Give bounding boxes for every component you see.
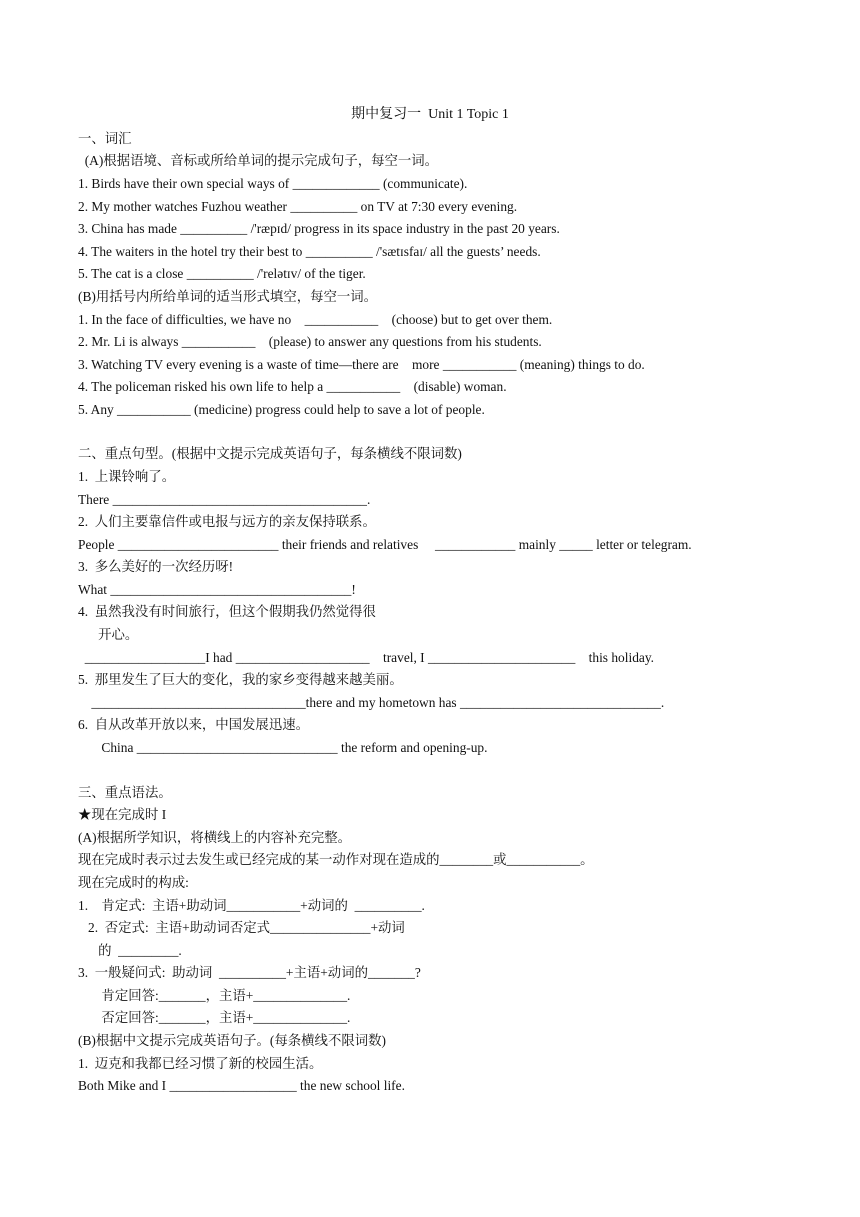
vocab-b-item-2: 2. Mr. Li is always ___________ (please) to answer any questions from his students. [78,334,542,349]
sentence-answer-5: ________________________________there and my hometown has ______________________________. [78,695,665,710]
grammar-yes-answer: 肯定回答:_______，主语+______________. [78,988,351,1003]
grammar-definition: 现在完成时表示过去发生或已经完成的某一动作对现在造成的________或___________。 [78,852,594,867]
vocab-b-item-4: 4. The policeman risked his own life to help a ___________ (disable) woman. [78,379,507,394]
sentence-answer-6: China ______________________________ the reform and opening-up. [78,740,488,755]
grammar-structure-heading: 现在完成时的构成: [78,875,189,890]
sentence-prompt-4-cont: 开心。 [78,627,139,642]
page-title: 期中复习一 Unit 1 Topic 1 [351,107,509,122]
vocab-a-item-2: 2. My mother watches Fuzhou weather __________ on TV at 7:30 every evening. [78,199,518,214]
grammar-b-prompt-1: 1. 迈克和我都已经习惯了新的校园生活。 [78,1056,323,1071]
grammar-b-instruction: (B)根据中文提示完成英语句子。(每条横线不限词数) [78,1033,386,1048]
grammar-b-answer-1: Both Mike and I ___________________ the new school life. [78,1078,405,1093]
vocab-b-item-1: 1. In the face of difficulties, we have no ___________ (choose) but to get over them. [78,312,553,327]
grammar-affirmative: 1. 肯定式: 主语+助动词___________+动词的 __________. [78,898,425,913]
section-1b-instruction: (B)用括号内所给单词的适当形式填空，每空一词。 [78,289,378,304]
sentence-answer-3: What ____________________________________! [78,582,356,597]
sentence-prompt-6: 6. 自从改革开放以来，中国发展迅速。 [78,717,309,732]
vocab-b-item-3: 3. Watching TV every evening is a waste of time—there are more ___________ (meaning) things to do. [78,357,645,372]
vocab-a-item-5: 5. The cat is a close __________ /'relətɪv/ of the tiger. [78,266,366,281]
grammar-no-answer: 否定回答:_______，主语+______________. [78,1010,351,1025]
sentence-prompt-4: 4. 虽然我没有时间旅行，但这个假期我仍然觉得很 [78,604,376,619]
sentence-prompt-5: 5. 那里发生了巨大的变化，我的家乡变得越来越美丽。 [78,672,403,687]
section-1a-instruction: (A)根据语境、音标或所给单词的提示完成句子，每空一词。 [78,153,439,168]
sentence-prompt-3: 3. 多么美好的一次经历呀! [78,559,234,574]
vocab-a-item-4: 4. The waiters in the hotel try their best to __________ /'sætɪsfaɪ/ all the guests’ needs. [78,244,541,259]
vocab-a-item-3: 3. China has made __________ /'ræpɪd/ progress in its space industry in the past 20 years. [78,221,560,236]
section-3-heading: 三、重点语法。 [78,785,172,800]
grammar-topic: ★现在完成时 I [78,807,167,822]
sentence-answer-4: __________________I had ____________________ travel, I ______________________ this holiday. [78,650,655,665]
grammar-negative: 2. 否定式: 主语+助动词否定式_______________+动词 [78,920,405,935]
sentence-answer-2: People ________________________ their friends and relatives ____________ mainly _____ letter or telegram. [78,537,692,552]
sentence-answer-1: There ______________________________________. [78,492,371,507]
section-2-heading: 二、重点句型。(根据中文提示完成英语句子，每条横线不限词数) [78,446,462,461]
grammar-a-instruction: (A)根据所学知识，将横线上的内容补充完整。 [78,830,352,845]
grammar-question: 3. 一般疑问式: 助动词 __________+主语+动词的_______? [78,965,421,980]
sentence-prompt-1: 1. 上课铃响了。 [78,469,176,484]
section-1-heading: 一、词汇 [78,131,132,146]
vocab-b-item-5: 5. Any ___________ (medicine) progress could help to save a lot of people. [78,402,485,417]
sentence-prompt-2: 2. 人们主要靠信件或电报与远方的亲友保持联系。 [78,514,376,529]
grammar-negative-cont: 的 _________. [78,943,182,958]
vocab-a-item-1: 1. Birds have their own special ways of _____________ (communicate). [78,176,468,191]
